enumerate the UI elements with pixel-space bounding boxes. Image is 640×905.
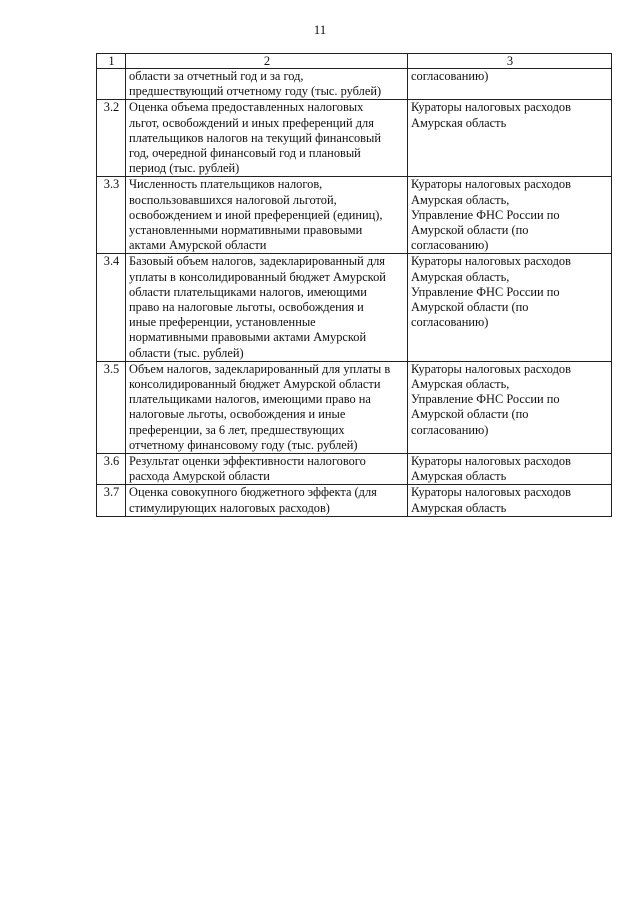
row-number: 3.7: [97, 485, 126, 516]
column-header-indicator: 2: [126, 54, 408, 69]
table-row: [97, 254, 612, 361]
indicator-cell: области за отчетный год и за год, предшествующий отчетному году (тыс. рублей): [126, 69, 408, 100]
indicator-cell: Базовый объем налогов, задекларированный для уплаты в консолидированный бюджет Амурской области плательщиками налогов, имеющими право на налоговые льготы, освобождения и иные преференции, установленные нормативными правовыми актами Амурской области (тыс. рублей): [126, 254, 408, 361]
table-row: [97, 177, 612, 254]
responsible-cell: Кураторы налоговых расходов Амурская область, Управление ФНС России по Амурской области (по согласованию): [408, 177, 612, 254]
indicator-cell: Оценка объема предоставленных налоговых льгот, освобождений и иных преференций для плательщиков налогов на текущий финансовый год, очередной финансовый год и плановый период (тыс. рублей): [126, 100, 408, 177]
row-number: 3.5: [97, 361, 126, 453]
indicator-cell: Результат оценки эффективности налогового расхода Амурской области: [126, 454, 408, 485]
column-header-responsible: 3: [408, 54, 612, 69]
indicator-cell: Объем налогов, задекларированный для уплаты в консолидированный бюджет Амурской области плательщиками налогов, имеющими право на налоговые льготы, освобождения и иные преференции, за 6 лет, предшествующих отчетному финансовому году (тыс. рублей): [126, 361, 408, 453]
responsible-cell: Кураторы налоговых расходов Амурская область, Управление ФНС России по Амурской области (по согласованию): [408, 254, 612, 361]
responsible-cell: Кураторы налоговых расходов Амурская область: [408, 454, 612, 485]
row-number: 3.6: [97, 454, 126, 485]
page-number: 11: [313, 22, 327, 37]
column-header-number: 1: [97, 54, 126, 69]
indicator-cell: Оценка совокупного бюджетного эффекта (для стимулирующих налоговых расходов): [126, 485, 408, 516]
table-row: [97, 69, 612, 100]
table-header-row: [97, 54, 612, 69]
row-number: 3.2: [97, 100, 126, 177]
row-number: [97, 69, 126, 100]
table-row: [97, 454, 612, 485]
table-row: [97, 361, 612, 453]
indicator-cell: Численность плательщиков налогов, воспользовавшихся налоговой льготой, освобождением и иной преференцией (единиц), установленными нормативными правовыми актами Амурской области: [126, 177, 408, 254]
indicator-table: [96, 53, 612, 517]
row-number: 3.3: [97, 177, 126, 254]
responsible-cell: Кураторы налоговых расходов Амурская область: [408, 100, 612, 177]
table-row: [97, 100, 612, 177]
responsible-cell: согласованию): [408, 69, 612, 100]
row-number: 3.4: [97, 254, 126, 361]
responsible-cell: Кураторы налоговых расходов Амурская область: [408, 485, 612, 516]
table-row: [97, 485, 612, 516]
responsible-cell: Кураторы налоговых расходов Амурская область, Управление ФНС России по Амурской области (по согласованию): [408, 361, 612, 453]
